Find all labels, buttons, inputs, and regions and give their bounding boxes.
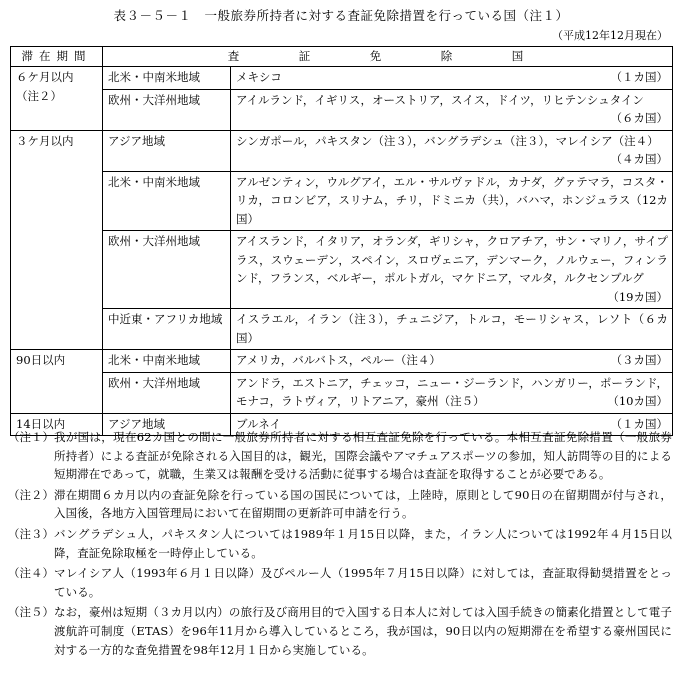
country-list: シンガポール，パキスタン（注３），バングラデシュ（注３），マレイシア（注４） [236, 133, 659, 148]
country-count: （１カ国） [610, 70, 668, 84]
country-list: アイスランド，イタリア，オランダ，ギリシャ，クロアチア，サン・マリノ，サイプラス，スウェーデン，スペイン，スロヴェニア，デンマーク，ノルウェー，フィンランド，フランス，ベルギー，ポルトガル，マケドニア，マルタ，ルクセンブルグ [236, 234, 668, 285]
note-item [8, 486, 672, 523]
country-list: ブルネイ [236, 416, 281, 431]
notes-section [8, 428, 672, 661]
countries-cell [231, 309, 673, 350]
table-row [11, 231, 673, 309]
stay-period-cell [11, 130, 103, 350]
table-body [11, 67, 673, 436]
region-cell: 北米・中南米地域 [103, 350, 231, 373]
note-label: （注１） [8, 430, 54, 444]
table-row [11, 372, 673, 413]
note-text: なお，豪州は短期（３カ月以内）の旅行及び商用目的で入国する日本人に対しては入国手続きの簡素化措置として電子渡航許可制度（ETAS）を96年11月から導入しているところ，我が国は，90日以内の短期滞在を希望する豪州国民に対する一方的な査免措置を98年12月１日から実施している。 [54, 605, 672, 657]
stay-period-cell [11, 67, 103, 131]
note-text: 滞在期間６カ月以内の査証免除を行っている国の国民については，上陸時，原則として90日の在留期間が付与され，入国後，各地方入国管理局において在留期間の更新許可申請を行う。 [54, 487, 672, 521]
note-label: （注５） [8, 605, 54, 620]
countries-cell [231, 171, 673, 231]
header-stay-period: 滞在期間 [11, 47, 103, 67]
stay-period-label: 14日以内 [16, 416, 66, 431]
stay-period-note: （注２） [16, 88, 62, 103]
country-count: （３カ国） [610, 353, 668, 367]
stay-period-cell [11, 350, 103, 414]
table-row [11, 171, 673, 231]
country-count: （19カ国） [607, 289, 668, 304]
region-cell: アジア地域 [103, 413, 231, 436]
countries-cell [231, 372, 673, 413]
country-list: イスラエル，イラン（注３），チュニジア，トルコ，モーリシャス，レソト（６カ国） [236, 312, 668, 345]
country-list: アルゼンティン，ウルグアイ，エル・サルヴァドル，カナダ，グァテマラ，コスタ・リカ，コロンビア，スリナム，チリ，ドミニカ（共），バハマ，ホンジュラス（12カ国） [236, 174, 668, 226]
region-cell: 欧州・大洋州地域 [103, 372, 231, 413]
country-count: （６カ国） [610, 111, 668, 125]
note-text: マレイシア人（1993年６月１日以降）及びペルー人（1995年７月15日以降）に対しては，査証取得勧奨措置をとっている。 [54, 566, 672, 599]
note-label: （注４） [8, 566, 54, 581]
visa-exemption-table [10, 46, 673, 436]
note-text: バングラデシュ人，パキスタン人については1989年１月15日以降，また，イラン人については1992年４月15日以降，査証免除取極を一時停止している。 [54, 526, 672, 560]
region-cell: 北米・中南米地域 [103, 67, 231, 90]
table-row [11, 350, 673, 373]
region-cell: 欧州・大洋州地域 [103, 89, 231, 130]
note-item [8, 428, 672, 484]
country-list: アメリカ，バルバトス，ペルー（注４） [236, 353, 441, 367]
country-count: （１カ国） [610, 416, 668, 431]
country-list: メキシコ [236, 70, 282, 84]
region-cell: アジア地域 [103, 130, 231, 171]
countries-cell [231, 350, 673, 373]
table-row [11, 130, 673, 171]
note-text: 我が国は，現在62カ国との間に一般旅券所持者に対する相互査証免除を行っている。本相互査証免除措置（一般旅券所持者）による査証が免除される入国目的は，観光，国際会議やアマチュアスポーツの参加，知人訪問等の目的による短期滞在であって，就職，生業又は報酬を受ける活動に従事する場合は査証を取得することが必要である。 [54, 430, 672, 482]
note-item [8, 564, 672, 601]
stay-period-label: 90日以内 [16, 353, 66, 367]
region-cell: 欧州・大洋州地域 [103, 231, 231, 309]
table-header-row [11, 47, 673, 67]
note-item [8, 603, 672, 659]
region-cell: 北米・中南米地域 [103, 171, 231, 231]
countries-cell [231, 130, 673, 171]
stay-period-label: ３ケ月以内 [16, 133, 74, 148]
countries-cell [231, 89, 673, 130]
country-list: アイルランド，イギリス，オーストリア，スイス，ドイツ，リヒテンシュタイン [236, 92, 644, 107]
countries-cell [231, 231, 673, 309]
page-title: 表３－５－１ 一般旅券所持者に対する査証免除措置を行っている国（注１） [113, 8, 569, 23]
countries-cell [231, 67, 673, 90]
table-row [11, 89, 673, 130]
table-row [11, 309, 673, 350]
region-cell: 中近東・アフリカ地域 [103, 309, 231, 350]
table-row [11, 67, 673, 90]
country-count: （４カ国） [610, 152, 668, 166]
note-label: （注３） [8, 526, 54, 541]
note-item [8, 525, 672, 562]
country-count: （10カ国） [607, 394, 668, 408]
country-list: アンドラ，エストニア，チェッコ，ニュー・ジーランド，ハンガリー，ポーランド，モナコ，ラトヴィア，リトアニア，豪州（注５） [236, 375, 668, 408]
header-exempt-countries: 査 証 免 除 国 [103, 47, 673, 67]
note-label: （注２） [8, 487, 54, 502]
as-of-date: （平成12年12月現在） [552, 29, 668, 42]
stay-period-label: ６ケ月以内 [16, 70, 74, 84]
